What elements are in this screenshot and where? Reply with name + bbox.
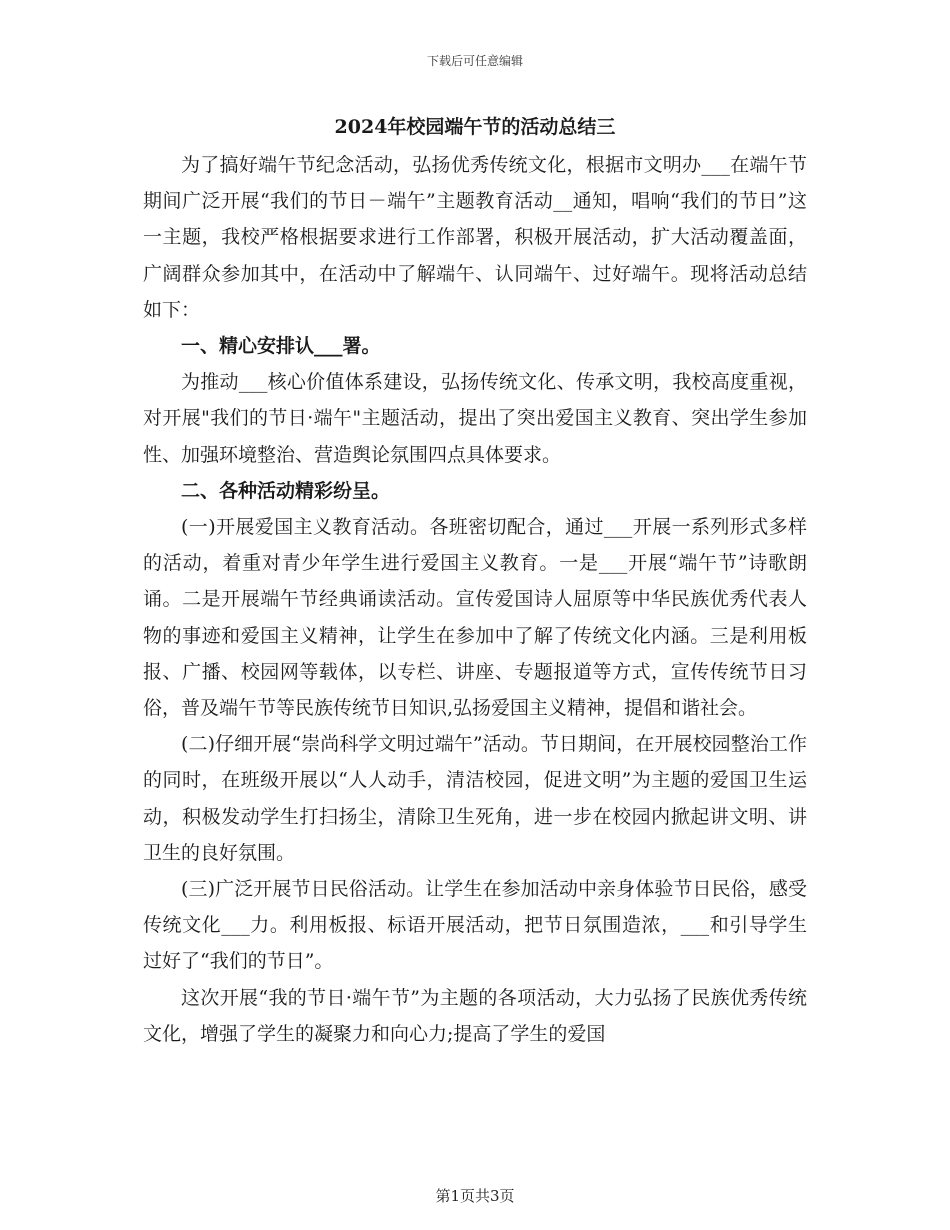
document-title: 2024年校园端午节的活动总结三 bbox=[334, 116, 616, 138]
section-heading-2: 二、各种活动精彩纷呈。 bbox=[181, 479, 391, 502]
page-header-note: 下载后可任意编辑 bbox=[426, 54, 523, 68]
paragraph-conclusion: 这次开展“我的节日·端午节”为主题的各项活动，大力弘扬了民族优秀传统文化，增强了学生的凝聚力和向心力;提高了学生的爱国 bbox=[143, 986, 807, 1045]
paragraph-activity-3: (三)广泛开展节日民俗活动。让学生在参加活动中亲身体验节日民俗，感受传统文化___力。利用板报、标语开展活动，把节日氛围造浓，___和引导学生过好了“我们的节日”。 bbox=[143, 878, 807, 973]
section-heading-1: 一、精心安排认___署。 bbox=[181, 335, 381, 358]
document-body bbox=[143, 113, 807, 1052]
page-number: 第1页共3页 bbox=[435, 1187, 515, 1205]
paragraph-activity-2: (二)仔细开展“崇尚科学文明过端午”活动。节日期间，在开展校园整治工作的同时，在班级开展以“人人动手，清洁校园，促进文明”为主题的爱国卫生运动，积极发动学生打扫扬尘，清除卫生死角，进一步在校园内掀起讲文明、讲卫生的良好氛围。 bbox=[143, 733, 807, 864]
paragraph-section-1: 为推动___核心价值体系建设，弘扬传统文化、传承文明，我校高度重视，对开展"我们的节日·端午"主题活动，提出了突出爱国主义教育、突出学生参加性、加强环境整治、营造舆论氛围四点具体要求。 bbox=[143, 371, 807, 466]
paragraph-intro: 为了搞好端午节纪念活动，弘扬优秀传统文化，根据市文明办___在端午节期间广泛开展“我们的节日－端午”主题教育活动__通知，唱响“我们的节日”这一主题，我校严格根据要求进行工作部署，积极开展活动，扩大活动覆盖面，广阔群众参加其中，在活动中了解端午、认同端午、过好端午。现将活动总结如下： bbox=[143, 154, 807, 321]
paragraph-activity-1: (一)开展爱国主义教育活动。各班密切配合，通过___开展一系列形式多样的活动，着重对青少年学生进行爱国主义教育。一是___开展“端午节”诗歌朗诵。二是开展端午节经典诵读活动。宣传爱国诗人屈原等中华民族优秀代表人物的事迹和爱国主义精神，让学生在参加中了解了传统文化内涵。三是利用板报、广播、校园网等载体，以专栏、讲座、专题报道等方式，宣传传统节日习俗，普及端午节等民族传统节日知识,弘扬爱国主义精神，提倡和谐社会。 bbox=[143, 516, 807, 720]
